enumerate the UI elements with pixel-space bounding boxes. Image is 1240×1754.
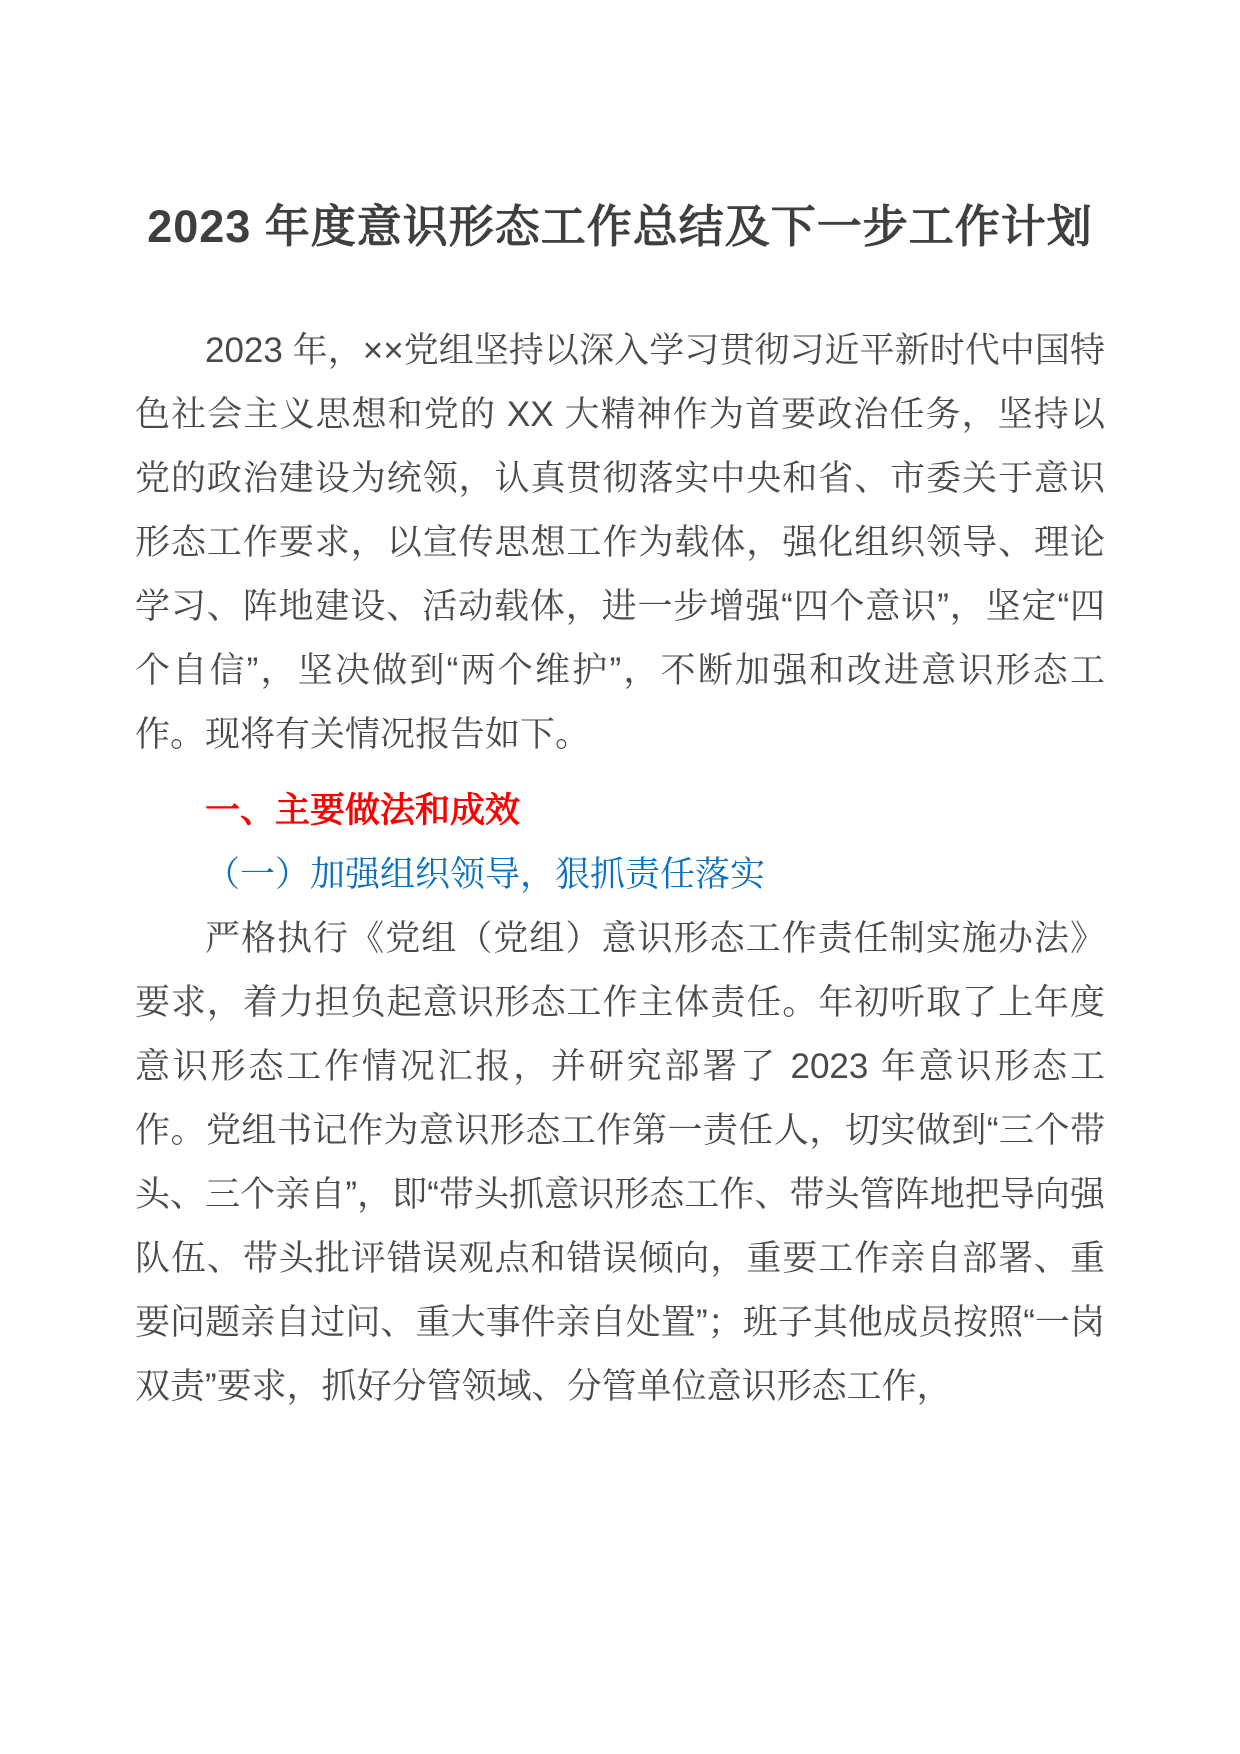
subsection-heading-strengthen-leadership: （一）加强组织领导，狠抓责任落实 xyxy=(205,855,766,894)
subsection-paragraph-responsibility: 严格执行《党组（党组）意识形态工作责任制实施办法》要求，着力担负起意识形态工作主体责任。年初听取了上年度意识形态工作情况汇报，并研究部署了 2023 年意识形态工作。党组书记作为意识形态工作第一责任人，切实做到“三个带头、三个亲自”，即“带头抓意识形态工作、带头管阵地把导向强队伍、带头批评错误观点和错误倾向，重要工作亲自部署、重要问题亲自过问、重大事件亲自处置”；班子其他成员按照“一岗双责”要求，抓好分管领域、分管单位意识形态工作， xyxy=(135,919,1105,1406)
intro-paragraph: 2023 年，××党组坚持以深入学习贯彻习近平新时代中国特色社会主义思想和党的 XX 大精神作为首要政治任务，坚持以党的政治建设为统领，认真贯彻落实中央和省、市委关于意识形态工作要求，以宣传思想工作为载体，强化组织领导、理论学习、阵地建设、活动载体，进一步增强“四个意识”，坚定“四个自信”，坚决做到“两个维护”，不断加强和改进意识形态工作。现将有关情况报告如下。 xyxy=(135,331,1105,754)
section-heading-main-practices: 一、主要做法和成效 xyxy=(205,791,521,830)
document-title: 2023 年度意识形态工作总结及下一步工作计划 xyxy=(147,201,1093,252)
